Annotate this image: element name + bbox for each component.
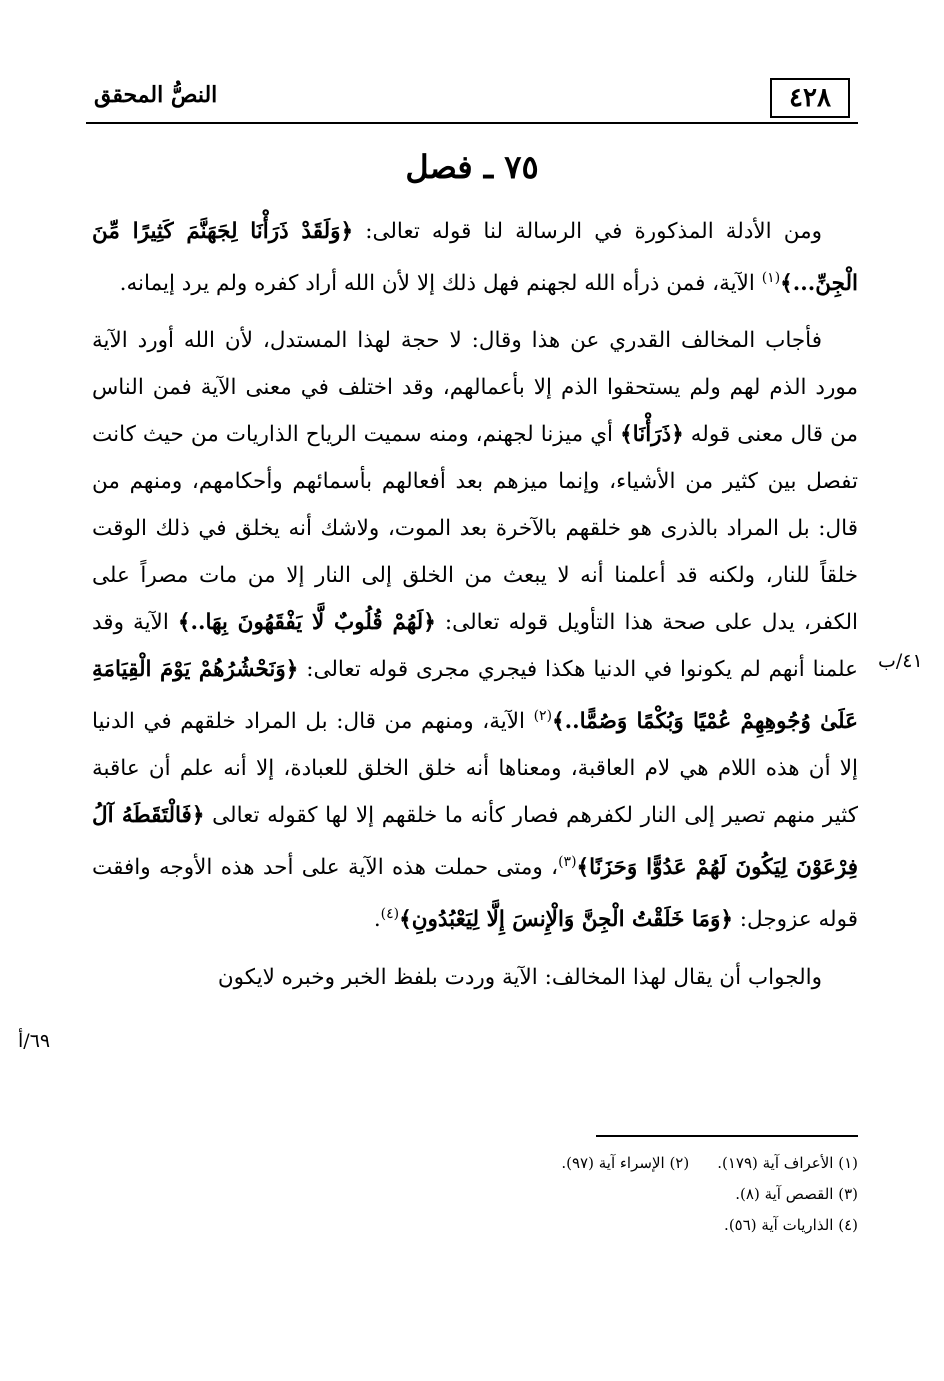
text-run: ، ومتى حملت هذه الآية على أحد هذه الأوجه وافقت قوله عزوجل: xyxy=(92,855,858,933)
text-run: الآية وقد علمنا أنهم لم يكونوا في الدنيا هكذا فيجري مجرى قوله تعالى: xyxy=(92,610,858,683)
section-title: ٧٥ ـ فصل xyxy=(405,148,539,186)
footnote-ref: (٣) xyxy=(558,854,577,871)
footnote-ref: (٤) xyxy=(380,906,400,923)
footnote: (٤) الذاريات آية (٥٦). xyxy=(724,1216,858,1234)
footnote-row xyxy=(561,1210,858,1241)
quran-quote: ﴿وَلَقَدْ ذَرَأْنَا لِجَهَنَّمَ كَثِيرًا مِّنَ الْجِنِّ...﴾ xyxy=(92,219,858,297)
footnotes xyxy=(561,1148,858,1241)
quran-quote: ﴿ذَرَأْنَا﴾ xyxy=(620,422,684,448)
running-title: النصُّ المحقق xyxy=(94,82,218,108)
footnote-ref: (١) xyxy=(761,270,781,286)
footnote-rule xyxy=(596,1135,858,1137)
footnote: (٢) الإسراء آية (٩٧). xyxy=(561,1154,690,1172)
text-run: ومن الأدلة المذكورة في الرسالة لنا قوله تعالى: xyxy=(353,219,822,244)
page-number-box xyxy=(770,78,850,118)
paragraph-3: والجواب أن يقال لهذا المخالف: الآية وردت بلفظ الخبر وخبره لايكون xyxy=(217,964,822,990)
quran-quote: ﴿فَالْتَقَطَهُ آلُ فِرْعَوْنَ لِيَكُونَ لَهُمْ عَدُوًّا وَحَزَنًا﴾ xyxy=(92,803,858,881)
text-run: فأجاب المخالف القدري عن هذا وقال: لا حجة لهذا المستدل، لأن الله أورد الآية مورد الذم لهم ولم يستحقوا الذم إلا بأعمالهم، وقد اختلف في معنى الآية فمن الناس من قال معنى قوله xyxy=(92,328,858,448)
text-run: أي ميزنا لجهنم، ومنه سميت الرياح الذاريات من حيث كانت تفصل بين كثير من الأشياء، وإنما ميزهم بعد أفعالهم بأسمائهم وأحكامهم، ومنهم من قال: بل المراد بالذرى هو خلقهم بالآخرة بعد الموت، ولاشك أنه يخلق في ذلك الوقت خلقاً للنار، ولكنه قد أعلمنا أنه لا يبعث من الخلق إلى النار إلا من مات مصراً على الكفر، يدل على صحة هذا التأويل قوله تعالى: xyxy=(92,422,858,636)
footnote: (٣) القصص آية (٨). xyxy=(735,1185,858,1203)
paragraph-1 xyxy=(92,208,858,307)
quran-quote: ﴿وَنَحْشُرُهُمْ يَوْمَ الْقِيَامَةِ عَلَىٰ وُجُوهِهِمْ عُمْيًا وَبُكْمًا وَصُمًّا..﴾ xyxy=(92,657,858,735)
footnote-row xyxy=(561,1179,858,1210)
page-number: ٤٢٨ xyxy=(789,83,831,113)
text-run: الآية، ومنهم من قال: بل المراد خلقهم في الدنيا إلا أن هذه اللام هي لام العاقبة، ومعناها أنه خلق الخلق للعبادة، إلا أنه علم أن عاقبة كثير منهم تصير إلى النار لكفرهم فصار كأنه ما خلقهم إلا لها كقوله تعالى xyxy=(92,709,858,829)
footnote-ref: (٢) xyxy=(533,708,553,725)
paragraph-2 xyxy=(92,317,858,943)
text-run: الآية، فمن ذرأه الله لجهنم فهل ذلك إلا لأن الله أراد كفره ولم يرد إيمانه. xyxy=(119,271,762,297)
header-rule xyxy=(86,122,858,124)
footnote: (١) الأعراف آية (١٧٩). xyxy=(717,1154,858,1172)
quran-quote: ﴿وَمَا خَلَقْتُ الْجِنَّ وَالْإِنسَ إِلَّا لِيَعْبُدُونِ﴾ xyxy=(399,907,733,933)
quran-quote: ﴿لَهُمْ قُلُوبٌ لَّا يَفْقَهُونَ بِهَا..﴾ xyxy=(177,610,436,636)
text-run: . xyxy=(373,907,381,933)
main-text xyxy=(92,208,858,1001)
margin-note-folio: ٦٩/أ xyxy=(18,1030,51,1052)
footnote-row xyxy=(561,1148,858,1179)
margin-note-folio: ٤١/ب xyxy=(878,650,923,672)
